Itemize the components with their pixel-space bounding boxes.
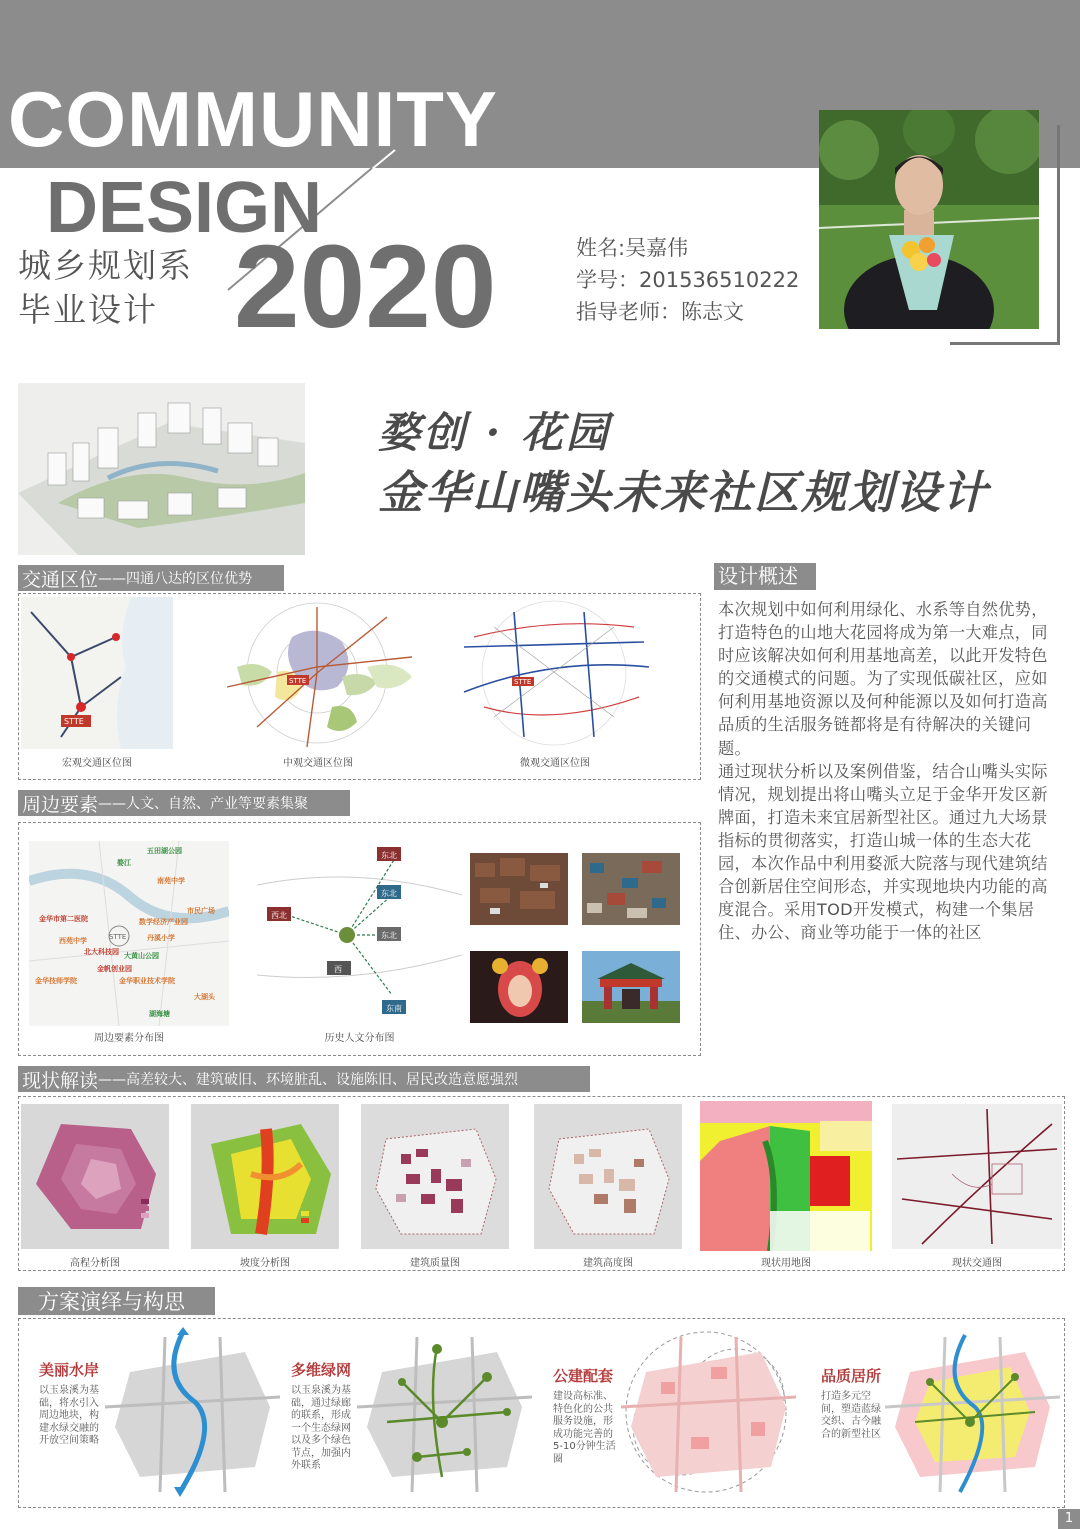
macro-stte-label: STTE bbox=[64, 717, 84, 726]
caption-building-height: 建筑高度图 bbox=[583, 1258, 633, 1269]
aerial-render bbox=[18, 383, 305, 555]
overview-paragraph-2: 通过现状分析以及案例借鉴，结合山嘴头实际情况，规划提出将山嘴头立足于金华开发区新牌面，打造未来宜居新型社区。通过九大场景指标的贯彻落实，打造山城一体的生态大花园，本次作品中利用婺派大院落与现代建筑结合创新居住空间形态，并实现地块内功能的高度混合。采用TOD开发模式，构建一个集居住、办公、商业等功能于一体的社区 bbox=[718, 761, 1048, 943]
traffic-panel bbox=[18, 593, 701, 780]
graduation-label: 毕业设计 bbox=[18, 290, 158, 329]
surround-panel bbox=[18, 822, 701, 1056]
concept-diagram-facilities bbox=[621, 1327, 796, 1497]
project-title-main: 婺创 · 花园 bbox=[378, 408, 611, 457]
status-section-header bbox=[18, 1066, 590, 1092]
overview-heading: 设计概述 bbox=[714, 563, 816, 590]
concept-diagram-greennet bbox=[357, 1327, 532, 1497]
overview-text bbox=[718, 598, 1058, 944]
poi-label: 市民广场 bbox=[187, 907, 215, 915]
header-design: DESIGN bbox=[46, 168, 323, 248]
photo-opera-performer bbox=[470, 951, 568, 1023]
history-tag: 东南 bbox=[386, 1004, 402, 1013]
scheme-panel bbox=[18, 1318, 1065, 1508]
photo-ancient-village bbox=[470, 853, 568, 925]
elevation-analysis-map bbox=[21, 1104, 169, 1249]
status-panel bbox=[18, 1096, 1065, 1271]
student-name: 姓名:吴嘉伟 bbox=[576, 236, 689, 260]
poi-label: 湖海塘 bbox=[149, 1010, 170, 1018]
header-community: COMMUNITY bbox=[8, 75, 498, 163]
poi-label: 金华职业技术学院 bbox=[119, 977, 175, 985]
scheme-section-header bbox=[18, 1287, 215, 1315]
surround-section-subtitle: ——人文、自然、产业等要素集聚 bbox=[98, 796, 309, 812]
land-use-map bbox=[700, 1101, 872, 1251]
concept-title-residence: 品质居所 bbox=[821, 1367, 882, 1385]
micro-traffic-map bbox=[454, 597, 656, 749]
concept-desc-waterfront: 以玉泉溪为基础，将水引入周边地块，构建水绿交融的开放空间策略 bbox=[39, 1385, 99, 1446]
caption-macro-traffic: 宏观交通区位图 bbox=[62, 758, 132, 769]
history-culture-map bbox=[257, 835, 462, 1030]
concept-title-facilities: 公建配套 bbox=[553, 1367, 614, 1385]
caption-micro-traffic: 微观交通区位图 bbox=[520, 758, 590, 769]
caption-slope: 坡度分析图 bbox=[240, 1258, 290, 1269]
history-tag: 西 bbox=[334, 965, 342, 974]
tutor-name: 指导老师：陈志文 bbox=[576, 300, 744, 324]
poi-label: 婺江 bbox=[117, 859, 131, 867]
meso-stte-label: STTE bbox=[289, 677, 307, 685]
traffic-section-subtitle: ——四通八达的区位优势 bbox=[98, 571, 253, 587]
department-label: 城乡规划系 bbox=[18, 246, 193, 285]
student-photo bbox=[819, 110, 1039, 329]
poi-label: 丹溪小学 bbox=[147, 934, 175, 942]
concept-desc-facilities: 建设高标准、特色化的公共服务设施，形成功能完善的5-10分钟生活圈 bbox=[553, 1391, 616, 1465]
poi-label: 大黄山公园 bbox=[124, 952, 159, 960]
building-quality-map bbox=[361, 1104, 509, 1249]
surround-section-header bbox=[18, 790, 350, 816]
building-height-map bbox=[534, 1104, 682, 1249]
traffic-section-header bbox=[18, 565, 284, 591]
macro-traffic-map bbox=[21, 597, 173, 749]
status-section-subtitle: ——高差较大、建筑破旧、环境脏乱、设施陈旧、居民改造意愿强烈 bbox=[98, 1072, 519, 1088]
status-section-title: 现状解读 bbox=[22, 1069, 99, 1092]
surround-stte-label: STTE bbox=[109, 933, 127, 941]
caption-land-use: 现状用地图 bbox=[761, 1258, 811, 1269]
surround-section-title: 周边要素 bbox=[22, 793, 99, 816]
student-id: 学号：201536510222 bbox=[576, 268, 800, 292]
micro-stte-label: STTE bbox=[514, 678, 532, 686]
poi-label: 金华技师学院 bbox=[35, 977, 77, 985]
poi-label: 北大科技园 bbox=[84, 948, 119, 956]
current-traffic-map bbox=[892, 1104, 1062, 1249]
poi-label: 南苑中学 bbox=[157, 877, 185, 885]
concept-desc-residence: 打造多元空间，塑造蓝绿交织、古今融合的新型社区 bbox=[821, 1391, 881, 1440]
caption-surround-elements: 周边要素分布图 bbox=[94, 1033, 164, 1044]
history-tag: 西北 bbox=[271, 911, 287, 920]
meso-traffic-map bbox=[217, 597, 419, 749]
concept-diagram-residence bbox=[885, 1327, 1060, 1497]
poi-label: 西苑中学 bbox=[59, 937, 87, 945]
caption-history-culture: 历史人文分布图 bbox=[324, 1033, 395, 1044]
poi-label: 金帆创业园 bbox=[97, 965, 132, 973]
page-number: 1 bbox=[1058, 1509, 1080, 1529]
concept-desc-greennet: 以玉泉溪为基础，通过绿廊的联系，形成一个生态绿网以及多个绿色节点，加强内外联系 bbox=[291, 1385, 351, 1471]
history-tag: 东北 bbox=[381, 851, 397, 860]
photo-town-aerial bbox=[582, 853, 680, 925]
history-tag: 东北 bbox=[381, 889, 397, 898]
poi-label: 数学经济产业园 bbox=[139, 918, 188, 926]
poi-label: 五田湖公园 bbox=[147, 847, 182, 855]
traffic-section-title: 交通区位 bbox=[22, 568, 99, 591]
scheme-section-title: 方案演绎与构思 bbox=[38, 1290, 185, 1314]
poi-label: 大湖头 bbox=[194, 993, 215, 1001]
surround-elements-map bbox=[29, 841, 229, 1026]
slope-analysis-map bbox=[191, 1104, 339, 1249]
poi-label: 金华市第二医院 bbox=[39, 915, 88, 923]
year-label: 2020 bbox=[234, 221, 497, 353]
overview-paragraph-1: 本次规划中如何利用绿化、水系等自然优势，打造特色的山地大花园将成为第一大难点，同时应该解决如何利用基地高差，以此开发特色的交通模式的问题。为了实现低碳社区，应如何利用基地资源以及何种能源以及如何打造高品质的生活服务链都将是有待解决的关键问题。 bbox=[718, 600, 1048, 758]
concept-title-waterfront: 美丽水岸 bbox=[39, 1361, 100, 1379]
caption-meso-traffic: 中观交通区位图 bbox=[283, 758, 353, 769]
concept-title-greennet: 多维绿网 bbox=[291, 1361, 352, 1379]
photo-temple-gate bbox=[582, 951, 680, 1023]
caption-elevation: 高程分析图 bbox=[70, 1258, 120, 1269]
project-title-sub: 金华山嘴头未来社区规划设计 bbox=[378, 466, 990, 519]
concept-diagram-waterfront bbox=[105, 1327, 280, 1497]
caption-building-quality: 建筑质量图 bbox=[410, 1258, 460, 1269]
caption-current-traffic: 现状交通图 bbox=[952, 1258, 1002, 1269]
history-tag: 东北 bbox=[381, 931, 397, 940]
